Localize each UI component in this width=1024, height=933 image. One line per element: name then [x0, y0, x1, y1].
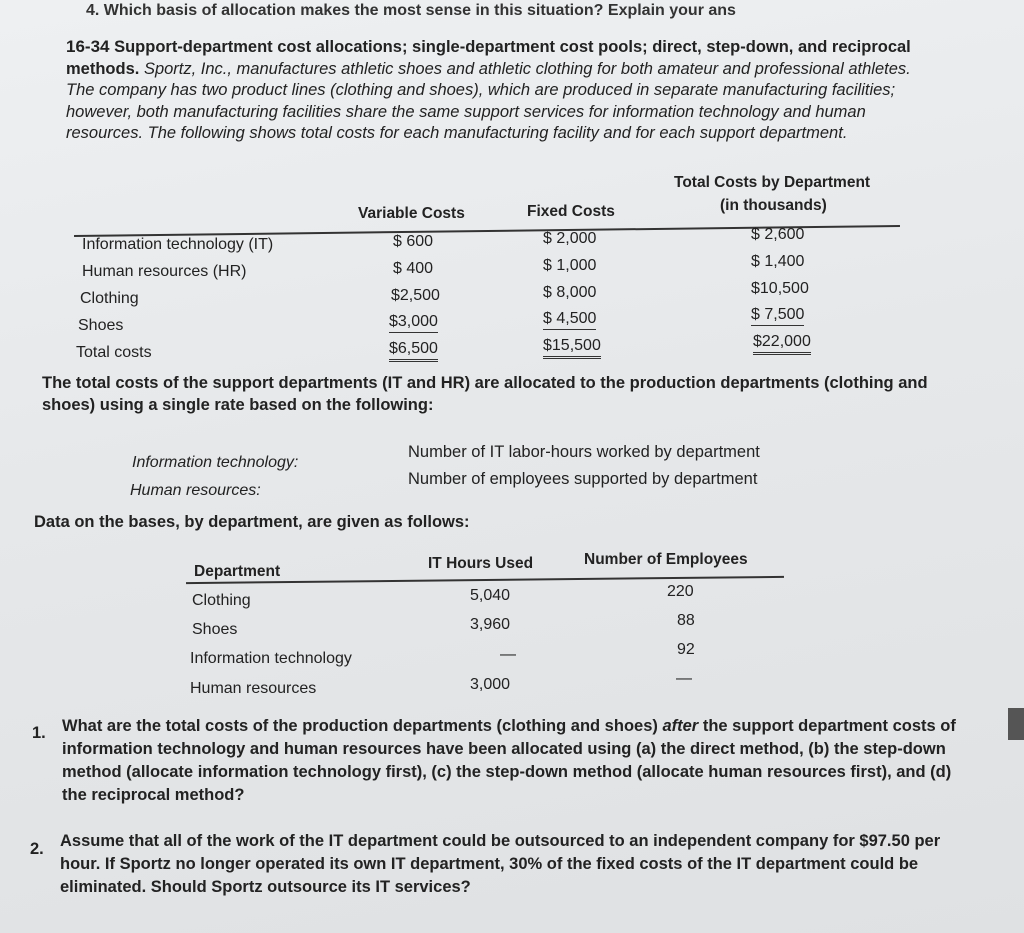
dept-cell: Total costs	[76, 344, 152, 361]
question-1-number: 1.	[32, 724, 46, 742]
hours-header: IT Hours Used	[428, 555, 534, 572]
fixed-cell: $ 8,000	[543, 284, 597, 301]
fixed-cell: $ 1,000	[543, 257, 597, 274]
fixed-header: Fixed Costs	[527, 203, 615, 220]
question-2	[60, 830, 965, 899]
dept-cell: Information technology (IT)	[82, 236, 274, 253]
question-1-post: the support department costs of information technology and human resources have been allocated using (a) the direct method, (b) the step-down method (allocate information technology first), (c) the step-down method (allocate human resources first), and (d) the reciprocal method?	[62, 717, 956, 804]
fixed-cell: $15,500	[543, 337, 601, 359]
basis-value-it: Number of IT labor-hours worked by department	[408, 443, 760, 461]
total-cell: $ 7,500	[751, 306, 804, 326]
hours-cell: —	[500, 646, 516, 663]
variable-cell: $ 600	[393, 233, 434, 250]
fixed-cell: $ 2,000	[543, 230, 597, 247]
basis-value-hr: Number of employees supported by department	[408, 470, 758, 488]
allocation-text: The total costs of the support departments (IT and HR) are allocated to the production departments (clothing and shoes) using a single rate based on the following:	[42, 374, 928, 414]
variable-cell: $ 400	[393, 260, 434, 277]
hours-cell: 3,000	[470, 676, 511, 693]
problem-number: 16-34	[66, 37, 110, 56]
employees-cell: 88	[677, 612, 695, 629]
problem-body: Sportz, Inc., manufactures athletic shoes and athletic clothing for both amateur and professional athletes. The company has two product lines (clothing and shoes), which are produced in separate manufacturing facilities; however, both manufacturing facilities share the same support services for information technology and human resources. The following shows total costs for each manufacturing facility and for each support department.	[66, 59, 911, 142]
question-2-text: Assume that all of the work of the IT department could be outsourced to an independent company for $97.50 per hour. If Sportz no longer operated its own IT department, 30% of the fixed costs of the IT department could be eliminated. Should Sportz outsource its IT services?	[60, 832, 941, 896]
problem-intro	[66, 36, 926, 145]
question-1	[62, 715, 967, 807]
employees-header: Number of Employees	[584, 551, 748, 568]
variable-cell: $3,000	[389, 313, 438, 333]
basis-label-hr: Human resources:	[130, 482, 261, 499]
variable-cell: $6,500	[389, 340, 438, 362]
dept-cell: Shoes	[78, 317, 124, 334]
dept-cell: Clothing	[192, 592, 251, 609]
total-header-line2: (in thousands)	[720, 197, 827, 214]
total-cell: $ 1,400	[751, 253, 805, 270]
dept-cell: Shoes	[192, 621, 238, 638]
scrollbar-thumb[interactable]	[1008, 708, 1024, 740]
question-1-pre: What are the total costs of the production departments (clothing and shoes)	[62, 717, 663, 735]
employees-cell: 220	[667, 583, 694, 600]
dept-header: Department	[194, 563, 281, 580]
top-question: 4. Which basis of allocation makes the most sense in this situation? Explain your ans	[86, 2, 736, 19]
dept-cell: Human resources (HR)	[82, 263, 247, 280]
variable-header: Variable Costs	[358, 205, 465, 222]
hours-cell: 5,040	[470, 587, 511, 604]
fixed-cell: $ 4,500	[543, 310, 596, 330]
total-cell: $10,500	[751, 280, 809, 297]
employees-cell: 92	[677, 641, 695, 658]
question-1-em: after	[662, 717, 699, 735]
dept-cell: Human resources	[190, 680, 317, 697]
employees-cell: —	[676, 670, 692, 687]
hours-cell: 3,960	[470, 616, 511, 633]
data-intro: Data on the bases, by department, are given as follows:	[34, 513, 470, 531]
problem-title: Support-department cost allocations; single-department cost pools; direct, step-down, and reciprocal methods.	[66, 38, 911, 78]
question-2-number: 2.	[30, 840, 44, 858]
dept-cell: Clothing	[80, 290, 139, 307]
total-cell: $ 2,600	[751, 226, 805, 243]
basis-label-it: Information technology:	[132, 454, 299, 471]
dept-cell: Information technology	[190, 650, 352, 667]
total-header-line1: Total Costs by Department	[674, 174, 871, 191]
total-cell: $22,000	[753, 333, 811, 355]
variable-cell: $2,500	[391, 287, 440, 304]
